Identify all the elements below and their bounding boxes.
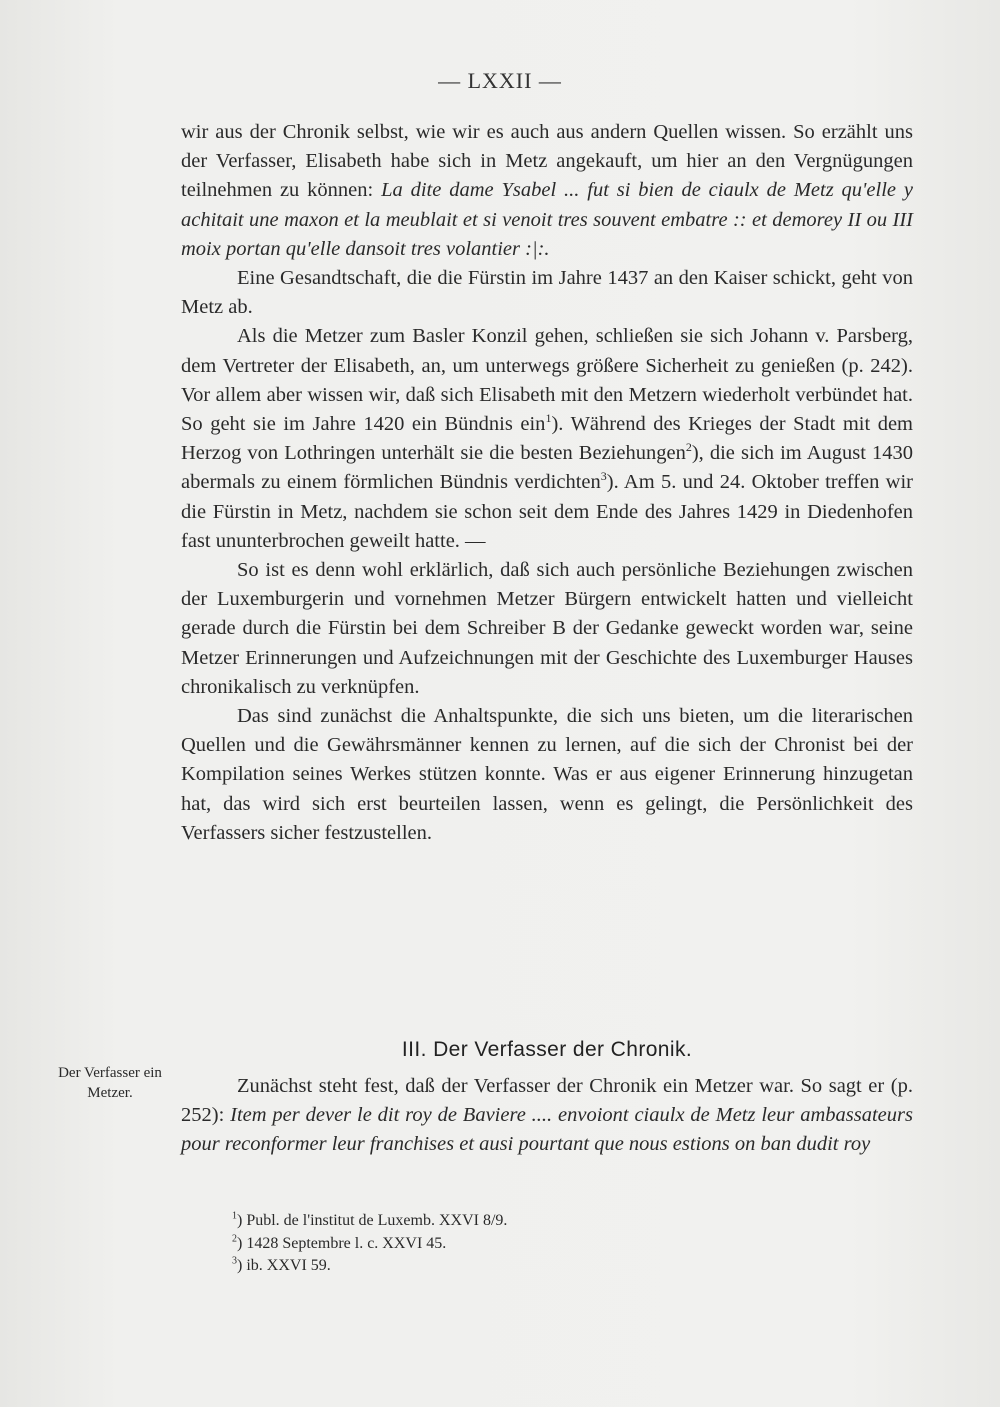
text-segment: ), die sich im August 1430 abermals zu einem förmlichen Bündnis verdichten xyxy=(181,442,914,494)
footnote xyxy=(232,1233,832,1256)
text-segment: Das sind zunächst die Anhaltspunkte, die sich uns bieten, um die literarischen Quellen und die Gewährsmänner kennen zu lernen, auf die sich der Chronist bei der Kompilation seines Werkes stützen konnte. Was er aus eigener Erinnerung hinzugetan hat, das wird sich erst beurteilen lassen, wenn es gelingt, die Persönlichkeit des Verfassers sicher festzustellen. xyxy=(181,705,913,844)
text-segment: So ist es denn wohl erklärlich, daß sich auch persönliche Beziehungen zwischen der Luxemburgerin und vornehmen Metzer Bürgern entwickelt hatten und vielleicht gerade durch die Fürstin bei dem Schreiber B der Gedanke geweckt worden war, seine Metzer Erinnerungen und Aufzeichnungen mit der Geschichte des Luxemburger Hauses chronikalisch zu verknüpfen. xyxy=(181,559,913,698)
footnote-mark: 3 xyxy=(232,1255,237,1267)
margin-note: Der Verfasser ein Metzer. xyxy=(58,1065,162,1101)
footnote-mark: 2 xyxy=(232,1233,237,1245)
text-segment: Zunächst steht fest, daß der Verfasser der Chronik ein Metzer war. So sagt er (p. 252): xyxy=(181,1075,913,1127)
section-text-block xyxy=(181,1072,913,1160)
footnote-text: ) Publ. de l'institut de Luxemb. XXVI 8/9. xyxy=(237,1212,508,1229)
quoted-old-french: Item per dever le dit roy de Baviere .... envoiont ciaulx de Metz leur ambassateurs pour reconformer leur franchises et ausi pourtant que nous estions on ban dudit roy xyxy=(181,1104,913,1156)
footnote xyxy=(232,1255,832,1278)
footnote-reference: 3 xyxy=(600,469,607,484)
footnote-text: ) ib. XXVI 59. xyxy=(237,1257,331,1274)
text-segment: ). Während des Krieges der Stadt mit dem Herzog von Lothringen unterhält sie die besten Beziehungen xyxy=(181,413,914,465)
text-segment: ). Am 5. und 24. Oktober treffen wir die Fürstin in Metz, nachdem sie schon seit dem Ende des Jahres 1429 in Diedenhofen fast ununterbrochen geweilt hatte. — xyxy=(181,471,913,552)
footnote-mark: 1 xyxy=(232,1210,237,1222)
paragraph-p2 xyxy=(181,264,913,322)
footnote xyxy=(232,1210,832,1233)
main-text-block xyxy=(181,118,913,848)
paragraph-p3 xyxy=(181,322,913,556)
paragraph-p1 xyxy=(181,118,913,264)
footnote-reference: 2 xyxy=(685,440,692,455)
text-segment: wir aus der Chronik selbst, wie wir es auch aus andern Quellen wissen. So erzählt uns der Verfasser, Elisabeth habe sich in Metz angekauft, um hier an den Vergnügungen teilnehmen zu können: xyxy=(181,121,913,202)
text-segment: Eine Gesandtschaft, die die Fürstin im Jahre 1437 an den Kaiser schickt, geht von Metz ab. xyxy=(181,267,913,319)
footnote-text: ) 1428 Septembre l. c. XXVI 45. xyxy=(237,1234,447,1252)
footnote-reference: 1 xyxy=(545,411,552,426)
footnotes xyxy=(232,1210,832,1278)
section-paragraph xyxy=(181,1072,913,1160)
paragraph-p4 xyxy=(181,556,913,702)
page-number-header: — LXXII — xyxy=(438,68,562,93)
section-heading: III. Der Verfasser der Chronik. xyxy=(401,1038,693,1061)
text-segment: Als die Metzer zum Basler Konzil gehen, schließen sie sich Johann v. Parsberg, dem Vertreter der Elisabeth, an, um unterwegs größere Sicherheit zu genießen (p. 242). Vor allem aber wissen wir, daß sich Elisabeth mit den Metzern wiederholt verbündet hat. So geht sie im Jahre 1420 ein Bündnis ein xyxy=(181,325,913,436)
quoted-old-french: La dite dame Ysabel ... fut si bien de ciaulx de Metz qu'elle y achitait une maxon et la meublait et si venoit tres souvent embatre :: et demorey II ou III moix portan qu'elle dansoit tres volantier :|:. xyxy=(181,179,913,260)
paragraph-p5 xyxy=(181,702,913,848)
